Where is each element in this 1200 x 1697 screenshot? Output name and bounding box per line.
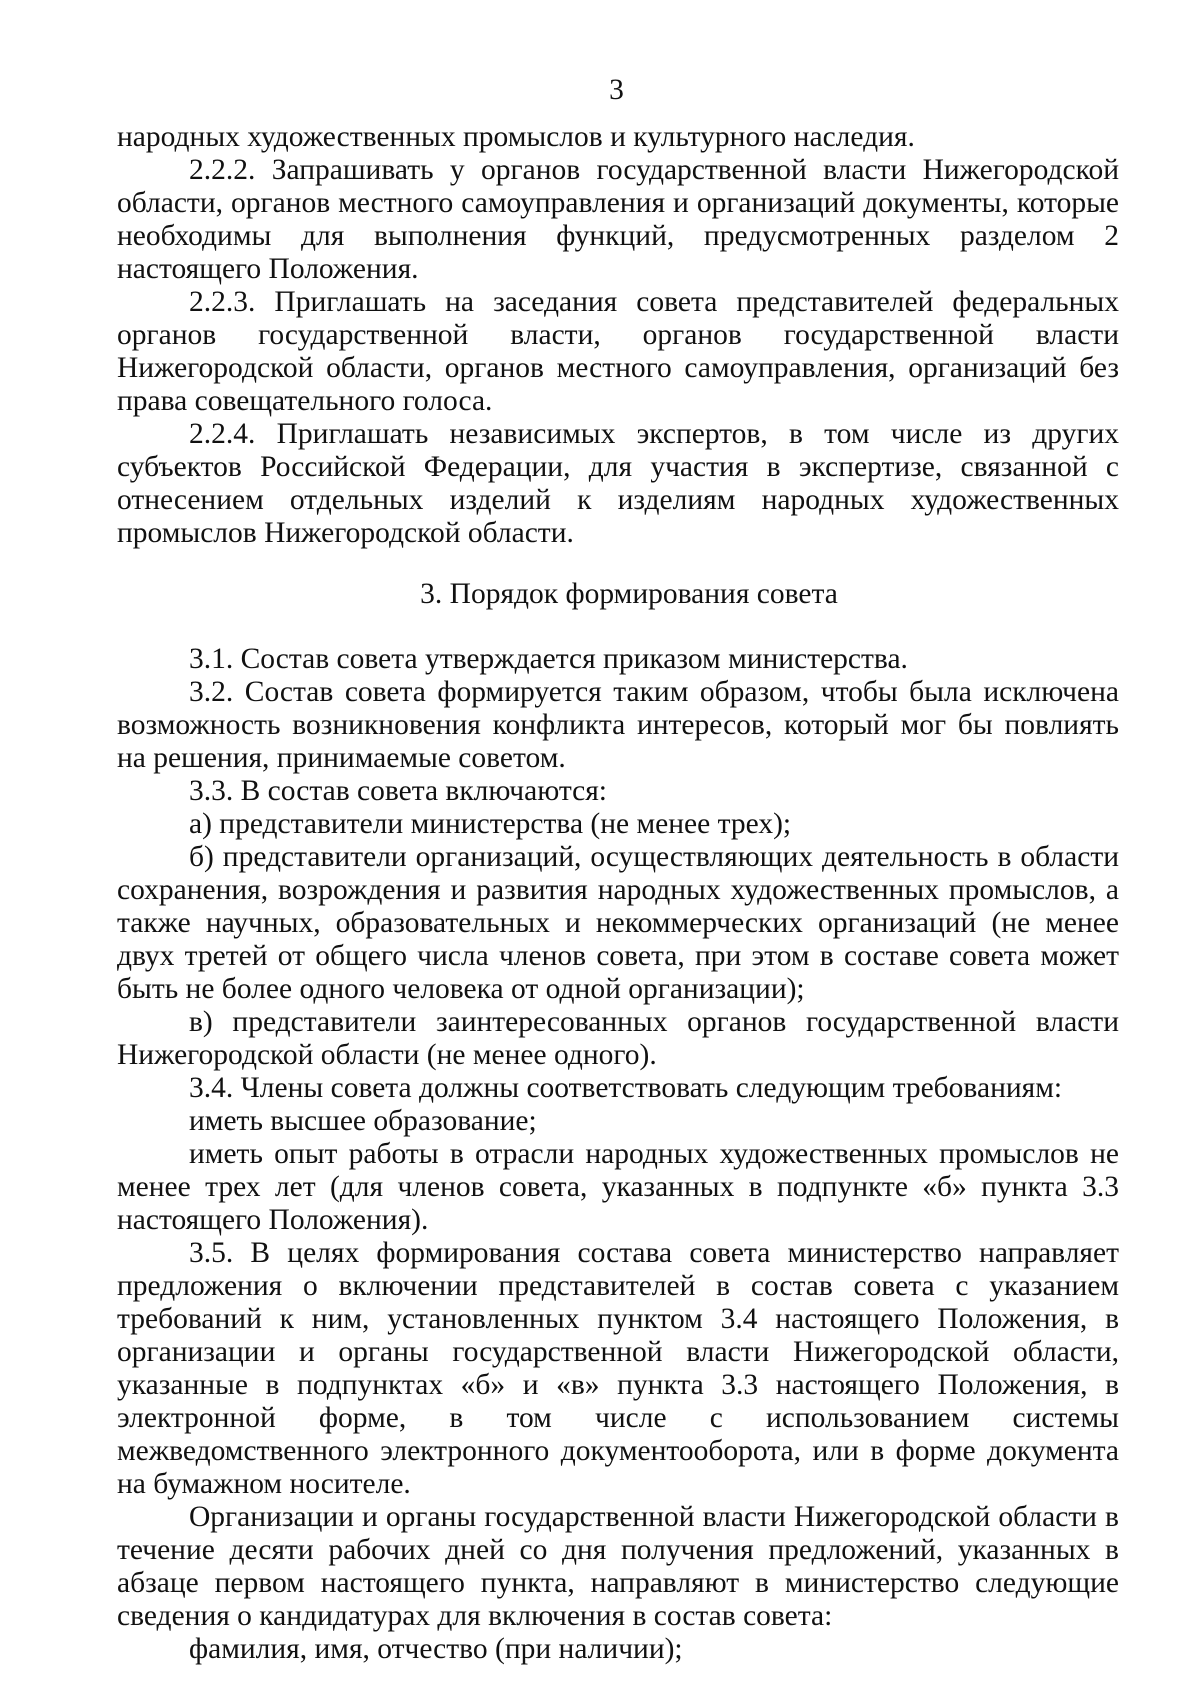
paragraph-3-3: 3.3. В состав совета включаются: (189, 775, 607, 807)
page-number: 3 (609, 74, 624, 106)
paragraph-2-2-4: 2.2.4. Приглашать независимых экспертов, в том числе из других субъектов Российской Федерации, для участия в экспертизе, связанной с отнесением отдельных изделий к изделиям народных художественных промыслов Нижегородской области. (117, 418, 1119, 549)
spacer (117, 550, 1119, 578)
paragraph-3-1: 3.1. Состав совета утверждается приказом министерства. (189, 643, 908, 675)
paragraph-2-2-2: 2.2.2. Запрашивать у органов государственной власти Нижегородской области, органов местного самоуправления и организаций документы, которые необходимы для выполнения функций, предусмотренных разделом 2 настоящего Положения. (117, 154, 1119, 285)
paragraph-3-4-req-1: иметь высшее образование; (189, 1105, 537, 1137)
paragraph-3-3-v: в) представители заинтересованных органов государственной власти Нижегородской области (не менее одного). (117, 1006, 1119, 1071)
section-3-heading: 3. Порядок формирования совета (420, 578, 838, 610)
spacer (117, 611, 1119, 643)
paragraph-3-3-a: а) представители министерства (не менее трех); (189, 808, 792, 840)
paragraph-3-2: 3.2. Состав совета формируется таким образом, чтобы была исключена возможность возникновения конфликта интересов, который мог бы повлиять на решения, принимаемые советом. (117, 676, 1119, 774)
paragraph-3-5-item-name: фамилия, имя, отчество (при наличии); (189, 1633, 683, 1665)
paragraph-3-3-b: б) представители организаций, осуществляющих деятельность в области сохранения, возрождения и развития народных художественных промыслов, а также научных, образовательных и некоммерческих организаций (не менее двух третей от общего числа членов совета, при этом в составе совета может быть не более одного человека от одной организации); (117, 841, 1119, 1005)
paragraph-3-4-req-2: иметь опыт работы в отрасли народных художественных промыслов не менее трех лет (для членов совета, указанных в подпункте «б» пункта 3.3 настоящего Положения). (117, 1138, 1119, 1236)
paragraph-3-4: 3.4. Члены совета должны соответствовать следующим требованиям: (189, 1072, 1063, 1104)
paragraph-3-5: 3.5. В целях формирования состава совета министерство направляет предложения о включении представителей в состав совета с указанием требований к ним, установленных пунктом 3.4 настоящего Положения, в организации и органы государственной власти Нижегородской области, указанные в подпунктах «б» и «в» пункта 3.3 настоящего Положения, в электронной форме, в том числе с использованием системы межведомственного электронного документооборота, или в форме документа на бумажном носителе. (117, 1237, 1119, 1500)
paragraph-3-5-organizations: Организации и органы государственной власти Нижегородской области в течение десяти рабочих дней со дня получения предложений, указанных в абзаце первом настоящего пункта, направляют в министерство следующие сведения о кандидатурах для включения в состав совета: (117, 1501, 1119, 1632)
paragraph-2-2-3: 2.2.3. Приглашать на заседания совета представителей федеральных органов государственной власти, органов государственной власти Нижегородской области, органов местного самоуправления, организаций без права совещательного голоса. (117, 286, 1119, 417)
paragraph-continuation: народных художественных промыслов и культурного наследия. (117, 121, 915, 153)
document-body (117, 121, 1119, 1666)
